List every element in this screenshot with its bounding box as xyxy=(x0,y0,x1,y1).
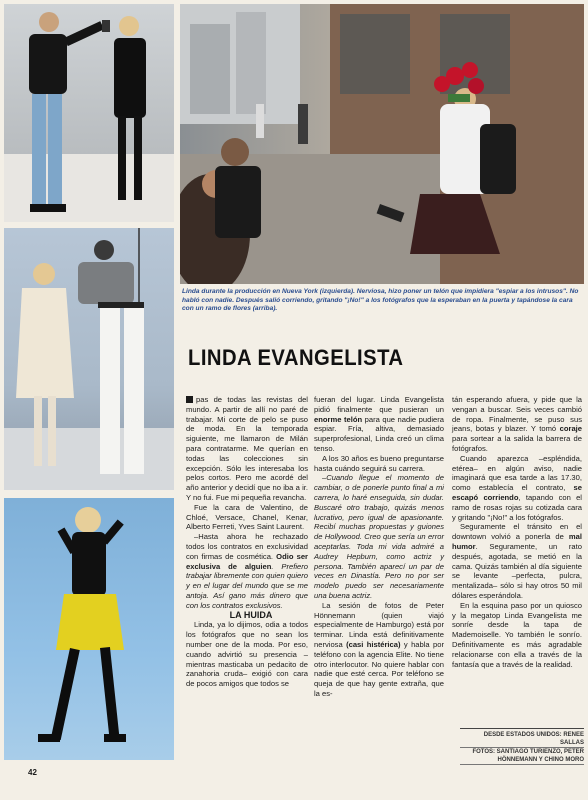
paragraph-text: tán esperando afuera, y pide que la vengan a buscar. Seis veces cambió de ropa. Finalmente, se puso sus jeans, botas y blazer. Y tomó xyxy=(452,395,582,434)
emphasis: Odio ser exclusiva de alguien xyxy=(186,551,308,571)
paragraph-text: La sesión de fotos de Peter Hönnemann (quien viajó especialmente de Hamburgo) está por terminar. Linda está definitivamente nerviosa xyxy=(314,600,444,649)
paragraph-text: Cuando aparezca –espléndida, etérea– en algún aviso, nadie imaginará que esa tarde a las 17.30, como establecía el contrato, xyxy=(452,453,582,493)
emphasis: coraje xyxy=(559,424,582,434)
article-title: LINDA EVANGELISTA xyxy=(188,345,404,370)
paragraph-text: –Hasta ahora he rechazado todos los contratos en exclusividad con firmas de cosmética. xyxy=(186,532,308,561)
photo-street-escape-illustration xyxy=(180,4,584,284)
photo-caption: Linda durante la producción en Nueva York (izquierda). Nerviosa, hizo poner un telón que impidiera "espiar a los intrusos". No habló con nadie. Después salió corriendo, gritando "¡No!" a los fotógrafos que la esperaban en la puerta y tapándose la cara con un ramo de flores (arriba). xyxy=(182,288,579,313)
photo-fur-coat xyxy=(4,228,174,490)
paragraph: En la esquina paso por un quiosco y la megatop Linda Evangelista me sonríe desde la tapa de Mademoiselle. Yo también le sonrío. Definitivamente es más agradable relacionarse con ella a través de la fantasía que a través de la realidad. xyxy=(452,600,582,669)
paragraph-text: y habla por teléfono con la agencia Elite. No tiene otro interlocutor. No quiere hablar con nadie que esté cerca. Por teléfono se queja de que hay gente extraña, que la es- xyxy=(314,639,444,698)
article-column-1 xyxy=(186,395,308,689)
emphasis: (casi histérica) xyxy=(346,639,401,649)
paragraph: A los 30 años es bueno preguntarse hasta cuándo seguirá su carrera. xyxy=(314,453,444,473)
paragraph-text: fueran del lugar. Linda Evangelista pidió finalmente que pusieran un xyxy=(314,395,444,414)
credit-line: FOTOS: SANTIAGO TURIENZO, PETER HÖNNEMANN Y CHINO MORO xyxy=(460,748,584,765)
paragraph: Linda, ya lo dijimos, odia a todos los fotógrafos que no sean los number one de la moda. Por eso, cuando advirtió su presencia –mientras masticaba un pedacito de zanahoria cruda– exigió con cara de pocos amigos que todos se xyxy=(186,620,308,689)
paragraph xyxy=(186,395,308,503)
page-number: 42 xyxy=(28,768,37,777)
paragraph xyxy=(452,522,582,600)
photo-street-escape xyxy=(180,4,584,284)
emphasis: enorme telón xyxy=(314,414,363,424)
photo-studio-session xyxy=(4,4,174,222)
photo-yellow-skirt xyxy=(4,498,174,760)
paragraph: Fue la cara de Valentino, de Chloé, Versace, Chanel, Kenar, Alberto Ferreti, Yves Saint Laurent. xyxy=(186,502,308,532)
paragraph xyxy=(452,395,582,454)
article-column-2 xyxy=(314,395,444,699)
photo-yellow-skirt-illustration xyxy=(4,498,174,760)
credit-line: DESDE ESTADOS UNIDOS: RENEE SALLAS xyxy=(460,731,584,748)
paragraph: –Cuando llegue el momento de cambiar, o de ponerle punto final a mi carrera, lo haré enseguida, sin dudar. Buscaré otro trabajo, quizás menos lucrativo, pero igual de apasionante. Recibí muchas propuestas y guiones de Hollywood. Creo que sería un error aceptarlas. Toda mi vida admiré a Audrey Hepburn, como actriz y persona. También aparecí un par de veces en Dinastía. Pero no por ser modelo puedo ser necesariamente una buena actriz. xyxy=(314,473,444,600)
paragraph-text: . Seguramente, un rato después, agotada, se metió en la cama. Quizás también al día siguiente se levante –perfecta, pulcra, mentalizada– sólo si hay otros 50 mil dólares esperándola. xyxy=(452,541,582,600)
paragraph-text: , tapando con el ramo de rosas rojas su cotizada cara y gritando "¡No!" a los fotógrafos. xyxy=(452,492,582,522)
article-credits xyxy=(460,728,584,765)
paragraph xyxy=(452,454,582,523)
paragraph xyxy=(186,532,308,610)
paragraph-text: . Prefiero trabajar libremente con quien quiero y en el lugar del mundo que se me antoja. Así gano más dinero que con los contratos exclusivos. xyxy=(186,561,308,610)
paragraph-text: pas de todas las revistas del mundo. A partir de allí no paré de trabajar. Mi corte de pelo se puso de moda. En la temporada siguiente, me llamaron de Milán para contratarme. Me querían en todas las colecciones sin excepción. Sólo les interesaba los pelos cortos. Pero me acordé del año anterior y decidí que no iba a ir. Y no fui. Fue mi pequeña revancha. xyxy=(186,395,308,502)
article-column-3 xyxy=(452,395,582,669)
paragraph-text: para que nadie pudiera espiar. Fría, altiva, demasiado superprofesional, Linda creó un clima tenso. xyxy=(314,414,444,453)
paragraph-text: para sortear a la salida la barrera de fotógrafos. xyxy=(452,434,582,453)
paragraph xyxy=(314,395,444,454)
section-heading: LA HUIDA xyxy=(229,609,273,620)
paragraph-text: Seguramente el tránsito en el downtown volvió a ponerla de xyxy=(452,522,582,542)
photo-fur-coat-illustration xyxy=(4,228,174,490)
emphasis: mal humor xyxy=(452,532,582,551)
paragraph xyxy=(314,601,444,699)
bullet-marker xyxy=(186,396,193,403)
emphasis: se escapó corriendo xyxy=(452,483,582,502)
photo-studio-session-illustration xyxy=(4,4,174,222)
